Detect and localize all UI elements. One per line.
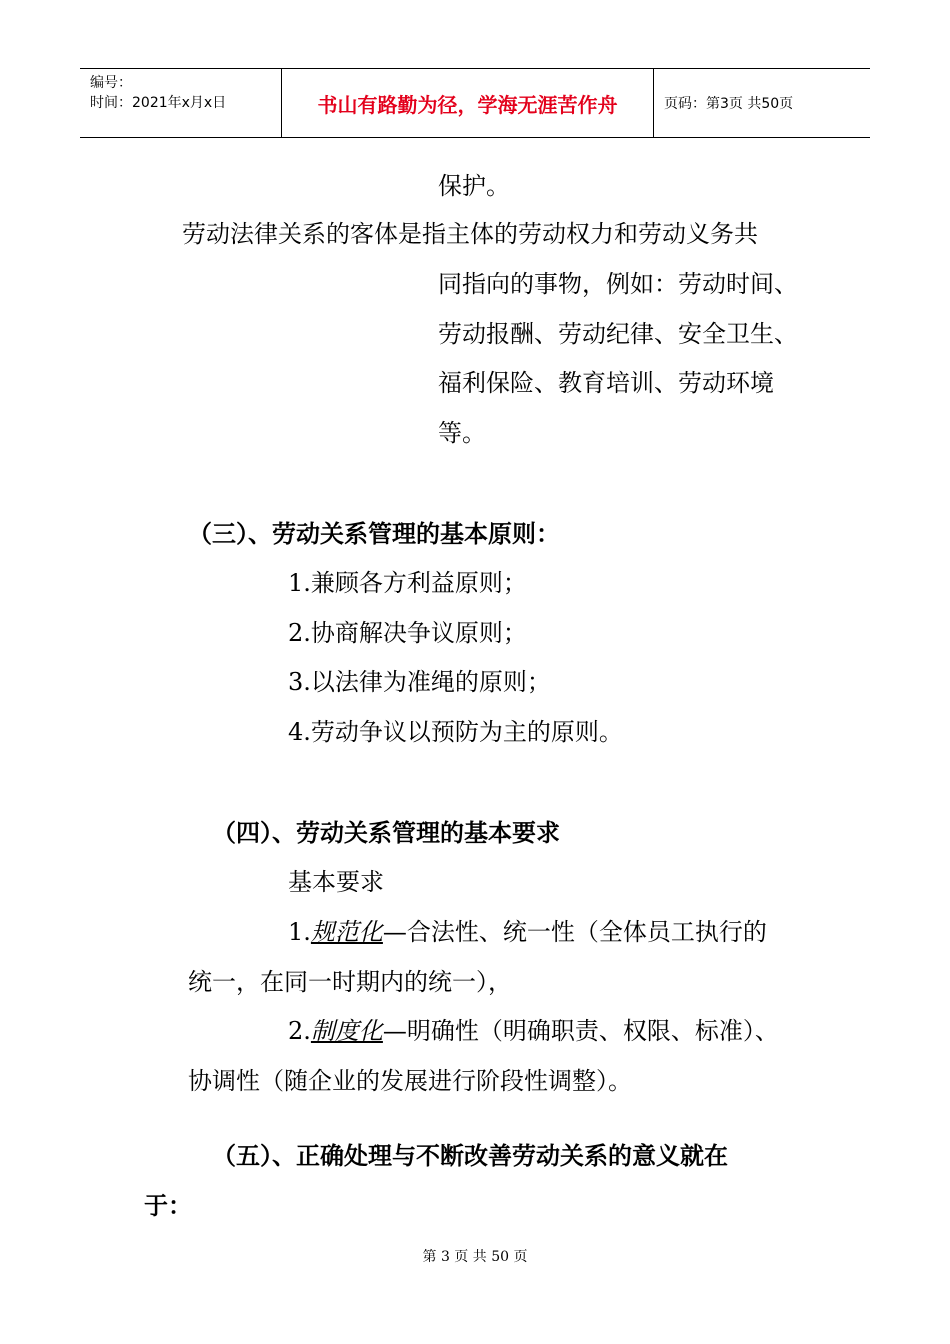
body-line-4: 劳动报酬、劳动纪律、安全卫生、	[438, 320, 798, 348]
requirement-1	[288, 916, 767, 948]
principle-4: 4.劳动争议以预防为主的原则。	[288, 718, 623, 746]
section-heading-4: （四）、劳动关系管理的基本要求	[212, 818, 560, 847]
body-line-5: 福利保险、教育培训、劳动环境	[438, 369, 774, 397]
header-motto: 书山有路勤为径，学海无涯苦作舟	[282, 69, 654, 137]
requirement-1-text: —合法性、统一性（全体员工执行的	[382, 918, 767, 946]
principle-3: 3.以法律为准绳的原则；	[288, 668, 551, 696]
requirement-2-term: 制度化	[310, 1017, 383, 1045]
section-heading-5: （五）、正确处理与不断改善劳动关系的意义就在	[212, 1141, 728, 1170]
requirement-1-continued: 统一，在同一时期内的统一），	[188, 968, 512, 996]
body-line-1: 保护。	[438, 172, 510, 200]
header-meta	[80, 69, 282, 137]
body-line-2: 劳动法律关系的客体是指主体的劳动权力和劳动义务共	[182, 220, 758, 248]
requirement-2-text: —明确性（明确职责、权限、标准）、	[382, 1017, 779, 1045]
header-page-info: 页码：第3页 共50页	[664, 96, 794, 112]
requirements-label: 基本要求	[288, 868, 384, 896]
body-line-3: 同指向的事物，例如：劳动时间、	[438, 270, 798, 298]
section-heading-3: （三）、劳动关系管理的基本原则：	[188, 519, 560, 548]
page-footer: 第 3 页 共 50 页	[422, 1249, 528, 1265]
section-heading-5-continued: 于：	[144, 1191, 192, 1220]
requirement-1-number: 1.	[288, 918, 311, 946]
body-line-6: 等。	[438, 419, 486, 447]
requirement-2-number: 2.	[288, 1017, 311, 1045]
requirement-2	[288, 1015, 779, 1047]
requirement-1-term: 规范化	[310, 918, 383, 946]
header-code-label: 编号：	[90, 75, 132, 91]
page-header	[80, 68, 870, 138]
requirement-2-continued: 协调性（随企业的发展进行阶段性调整）。	[188, 1067, 632, 1095]
principle-2: 2.协商解决争议原则；	[288, 619, 527, 647]
header-time-label: 时间：2021年x月x日	[90, 95, 227, 111]
principle-1: 1.兼顾各方利益原则；	[288, 569, 527, 597]
